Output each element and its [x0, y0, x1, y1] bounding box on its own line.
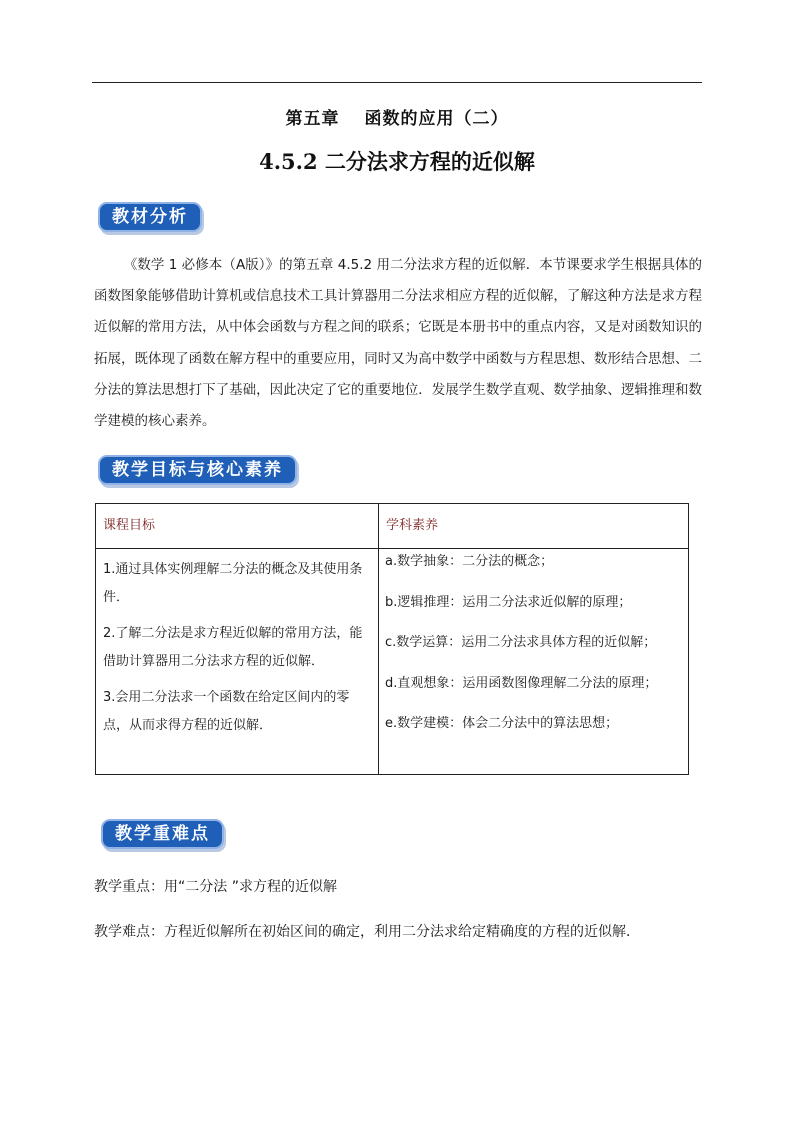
tag-objectives-and-literacy: 教学目标与核心素养 [98, 455, 297, 485]
header-rule [92, 82, 702, 83]
course-goal-item: 1.通过具体实例理解二分法的概念及其使用条件． [103, 562, 363, 605]
difficulty-text: 教学难点：方程近似解所在初始区间的确定，利用二分法求给定精确度的方程的近似解． [94, 924, 640, 940]
section-title: 4.5.2 二分法求方程的近似解 [259, 149, 535, 174]
literacy-item: c.数学运算：运用二分法求具体方程的近似解； [385, 635, 657, 650]
objectives-table [95, 503, 689, 775]
literacy-cell [385, 549, 685, 752]
table-header-course-goals: 课程目标 [103, 518, 156, 533]
table-column-divider [378, 504, 379, 774]
chapter-title: 第五章 函数的应用（二） [285, 109, 509, 129]
key-point-text: 教学重点：用“二分法 ”求方程的近似解 [94, 879, 337, 895]
literacy-item: b.逻辑推理：运用二分法求近似解的原理； [385, 594, 632, 610]
tag-key-and-difficult-points: 教学重难点 [101, 819, 224, 849]
literacy-item: d.直观想象：运用函数图像理解二分法的原理； [385, 675, 658, 691]
tag-textbook-analysis: 教材分析 [98, 202, 202, 232]
course-goals-cell [103, 556, 371, 748]
literacy-item: a.数学抽象：二分法的概念； [385, 554, 554, 569]
table-header-literacy: 学科素养 [386, 518, 439, 533]
course-goal-item: 3.会用二分法求一个函数在给定区间内的零点，从而求得方程的近似解． [103, 690, 350, 733]
literacy-item: e.数学建模：体会二分法中的算法思想； [385, 716, 619, 731]
course-goal-item: 2.了解二分法是求方程近似解的常用方法，能借助计算器用二分法求方程的近似解． [103, 626, 363, 669]
analysis-paragraph: 《数学 1 必修本（A版）》的第五章 4.5.2 用二分法求方程的近似解．本节课要求学生根据具体的函数图象能够借助计算机或信息技术工具计算器用二分法求相应方程的近似解，了解这种方法是求方程近似解的常用方法，从中体会函数与方程之间的联系；它既是本册书中的重点内容，又是对函数知识的拓展，既体现了函数在解方程中的重要应用，同时又为高中数学中函数与方程思想、数形结合思想、二分法的算法思想打下了基础，因此决定了它的重要地位．发展学生数学直观、数学抽象、逻辑推理和数学建模的核心素养。 [94, 257, 702, 430]
